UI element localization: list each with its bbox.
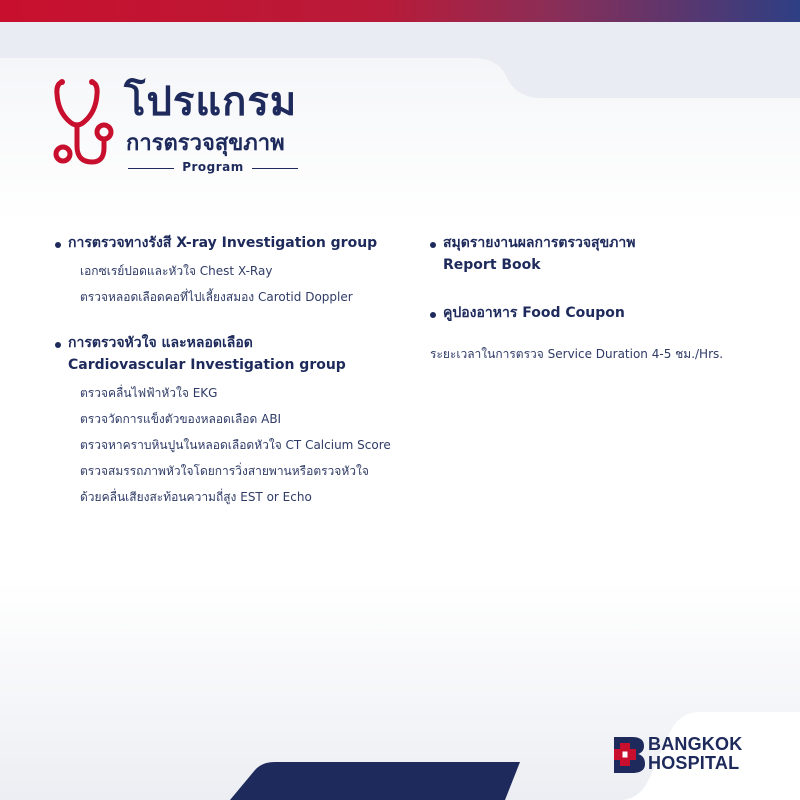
food-coupon-title: คูปองอาหาร Food Coupon [443, 305, 625, 321]
cardio-group-title [68, 332, 425, 376]
list-item: ตรวจหลอดเลือดคอที่ไปเลี้ยงสมอง Carotid Doppler [80, 290, 353, 304]
cardio-title-english: Cardiovascular Investigation group [68, 357, 346, 373]
bullet-dot [430, 242, 436, 248]
list-item: ตรวจคลื่นไฟฟ้าหัวใจ EKG [80, 386, 218, 400]
bangkok-hospital-logo [612, 735, 772, 777]
bangkok-hospital-cross-icon [612, 735, 646, 775]
program-label-row [126, 158, 298, 178]
program-header [52, 76, 312, 186]
list-item: ตรวจสมรรถภาพหัวใจโดยการวิ่งสายพานหรือตรวจหัวใจ [80, 464, 369, 478]
divider-line [128, 168, 174, 169]
stethoscope-icon [52, 76, 118, 172]
bullet-dot [55, 342, 61, 348]
food-coupon-group [430, 302, 760, 324]
report-book-group [430, 232, 760, 276]
program-subtitle: การตรวจสุขภาพ [126, 131, 285, 156]
bullet-dot [430, 312, 436, 318]
divider-line [252, 168, 298, 169]
list-item: ตรวจหาคราบหินปูนในหลอดเลือดหัวใจ CT Calcium Score [80, 438, 391, 452]
report-title-english: Report Book [443, 257, 541, 273]
cardio-title-thai: การตรวจหัวใจ และหลอดเลือด [68, 335, 253, 351]
logo-line-1: BANGKOK [648, 734, 743, 754]
program-title: โปรแกรม [124, 79, 298, 125]
right-column [430, 232, 760, 364]
report-title-thai: สมุดรายงานผลการตรวจสุขภาพ [443, 235, 636, 251]
cardio-group [55, 332, 425, 510]
bullet-dot [55, 242, 61, 248]
logo-line-2: HOSPITAL [648, 753, 740, 773]
list-item: ด้วยคลื่นเสียงสะท้อนความถี่สูง EST or Echo [80, 490, 312, 504]
list-item: เอกซเรย์ปอดและหัวใจ Chest X-Ray [80, 264, 273, 278]
left-column [55, 232, 425, 510]
list-item: ตรวจวัดการแข็งตัวของหลอดเลือด ABI [80, 412, 282, 426]
xray-group-title: การตรวจทางรังสี X-ray Investigation group [68, 235, 378, 251]
program-label: Program [182, 160, 244, 174]
xray-group [55, 232, 425, 310]
top-gradient-bar [0, 0, 800, 22]
logo-text [648, 735, 742, 773]
service-duration: ระยะเวลาในการตรวจ Service Duration 4-5 ชม./Hrs. [430, 347, 724, 361]
report-book-title [443, 232, 760, 276]
